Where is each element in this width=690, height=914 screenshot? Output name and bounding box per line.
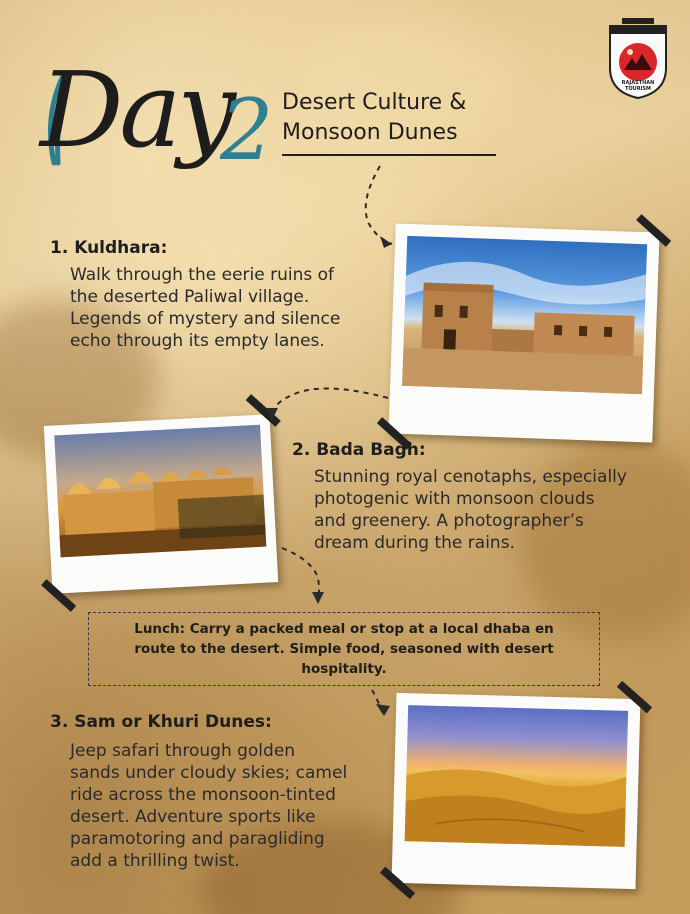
body-line: echo through its empty lanes. xyxy=(70,331,325,351)
body-line: the deserted Paliwal village. xyxy=(70,287,310,307)
arrow-head-icon xyxy=(312,592,324,604)
logo-hindi-text: पधारो म्हारे देस xyxy=(624,35,652,41)
section-heading-dunes: 3. Sam or Khuri Dunes: xyxy=(50,712,272,732)
arrow-head-icon xyxy=(266,408,278,420)
body-line: photogenic with monsoon clouds xyxy=(314,489,595,509)
body-line: add a thrilling twist. xyxy=(70,851,240,871)
body-line: Jeep safari through golden xyxy=(70,741,296,761)
body-line: Walk through the eerie ruins of xyxy=(70,265,335,285)
section-heading-kuldhara: 1. Kuldhara: xyxy=(50,238,168,258)
arrow-path xyxy=(272,388,388,418)
section-heading-bada-bagh: 2. Bada Bagh: xyxy=(292,440,426,460)
arrow-path xyxy=(366,166,392,244)
body-line: and greenery. A photographer’s xyxy=(314,511,584,531)
body-line: desert. Adventure sports like xyxy=(70,807,316,827)
logo-text: RAJASTHAN TOURISM xyxy=(621,80,655,92)
lunch-line: hospitality. xyxy=(301,661,387,677)
arrow-head-icon xyxy=(376,704,390,716)
arrow-head-icon xyxy=(380,236,392,248)
body-line: dream during the rains. xyxy=(314,533,515,553)
body-line: Legends of mystery and silence xyxy=(70,309,341,329)
day-word: Day xyxy=(40,49,233,171)
lunch-line: Lunch: Carry a packed meal or stop at a local dhaba en xyxy=(134,621,554,637)
lunch-line: route to the desert. Simple food, seasoned with desert xyxy=(134,641,554,657)
subtitle-line-2: Monsoon Dunes xyxy=(282,120,458,145)
body-line: paramotoring and paragliding xyxy=(70,829,325,849)
day-number: 2 xyxy=(220,81,274,179)
body-line: ride across the monsoon-tinted xyxy=(70,785,336,805)
subtitle-line-1: Desert Culture & xyxy=(282,90,467,115)
body-line: Stunning royal cenotaphs, especially xyxy=(314,467,627,487)
body-line: sands under cloudy skies; camel xyxy=(70,763,348,783)
